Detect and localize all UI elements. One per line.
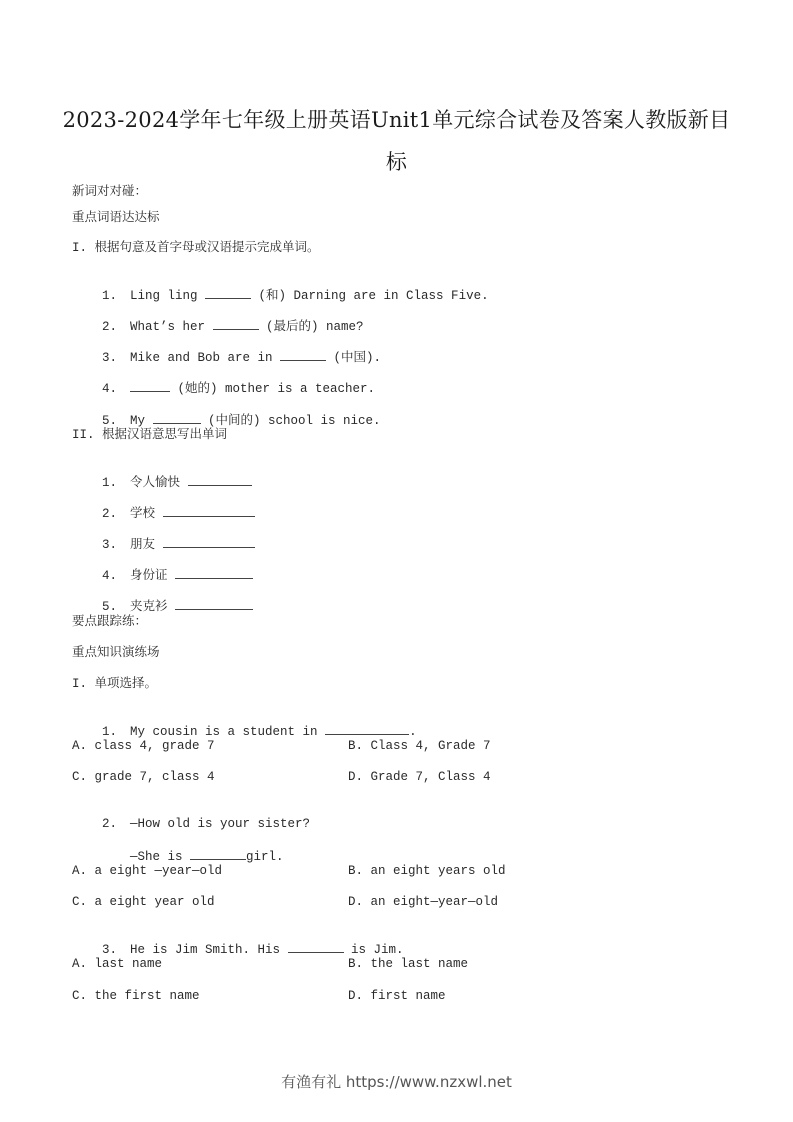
question-3-option-d: D. first name [348, 989, 446, 1003]
question-2-option-a: A. a eight —year—old [72, 864, 223, 878]
question-1-option-c: C. grade 7, class 4 [72, 770, 215, 784]
item-number: 3. [102, 538, 118, 552]
question-2-option-c: C. a eight year old [72, 895, 215, 909]
question-1-option-a: A. class 4, grade 7 [72, 739, 215, 753]
document-title-line2: 标 [385, 150, 408, 174]
answer-blank [163, 505, 255, 517]
item-text-pre: Mike and Bob are in [130, 351, 281, 365]
answer-blank [213, 318, 259, 330]
part3-heading: I. 单项选择。 [72, 677, 158, 691]
item-number: 5. [102, 600, 118, 614]
section-heading-new-words: 新词对对碰： [72, 183, 148, 198]
stem-text-post: is Jim. [343, 943, 404, 957]
item-number: 2. [102, 320, 118, 334]
item-text-pre: My [130, 414, 153, 428]
question-1-option-d: D. Grade 7, Class 4 [348, 770, 491, 784]
item-number: 1. [102, 476, 118, 490]
section-subheading-practice: 重点知识演练场 [72, 644, 160, 659]
item-hint: (中国). [326, 351, 382, 365]
answer-blank [280, 349, 326, 361]
item-hint: (中间的) school is nice. [200, 414, 381, 428]
question-2-option-b: B. an eight years old [348, 864, 506, 878]
item-hint: (最后的) name? [258, 320, 364, 334]
item-number: 4. [102, 382, 118, 396]
answer-blank [153, 412, 201, 424]
answer-blank [130, 380, 170, 392]
section-subheading-key-words: 重点词语达达标 [72, 209, 160, 224]
question-number: 1. [102, 725, 118, 739]
question-3-option-a: A. last name [72, 957, 163, 971]
part2-heading: II. 根据汉语意思写出单词 [72, 428, 228, 442]
stem-text-post: girl. [246, 850, 284, 864]
item-word: 朋友 [130, 536, 156, 551]
item-word: 令人愉快 [130, 474, 181, 489]
stem-text-pre: My cousin is a student in [130, 725, 326, 739]
answer-blank [163, 536, 255, 548]
item-hint: (和) Darning are in Class Five. [251, 289, 489, 303]
item-hint: (她的) mother is a teacher. [170, 382, 376, 396]
question-3-option-c: C. the first name [72, 989, 200, 1003]
stem-text: —How old is your sister? [130, 817, 311, 831]
stem-text-pre: —She is [130, 850, 191, 864]
answer-blank [325, 723, 409, 735]
question-2-option-d: D. an eight—year—old [348, 895, 499, 909]
item-word: 学校 [130, 505, 156, 520]
question-3-option-b: B. the last name [348, 957, 469, 971]
answer-blank [175, 598, 253, 610]
question-number: 2. [102, 817, 118, 831]
section-heading-key-points: 要点跟踪练： [72, 613, 148, 628]
question-number: 3. [102, 943, 118, 957]
stem-text-pre: He is Jim Smith. His [130, 943, 288, 957]
answer-blank [205, 287, 251, 299]
part1-heading: I. 根据句意及首字母或汉语提示完成单词。 [72, 241, 320, 255]
item-word: 夹克衫 [130, 598, 168, 613]
item-text-pre: Ling ling [130, 289, 206, 303]
answer-blank [188, 474, 252, 486]
item-number: 5. [102, 414, 118, 428]
item-word: 身份证 [130, 567, 168, 582]
answer-blank [190, 848, 246, 860]
stem-text-post: . [409, 725, 417, 739]
answer-blank [175, 567, 253, 579]
item-number: 4. [102, 569, 118, 583]
footer-watermark: 有渔有礼 https://www.nzxwl.net [281, 1073, 512, 1091]
document-title-line1: 2023-2024学年七年级上册英语Unit1单元综合试卷及答案人教版新目 [62, 108, 731, 132]
item-number: 2. [102, 507, 118, 521]
item-number: 1. [102, 289, 118, 303]
answer-blank [288, 941, 344, 953]
question-1-option-b: B. Class 4, Grade 7 [348, 739, 491, 753]
item-number: 3. [102, 351, 118, 365]
item-text-pre: What’s her [130, 320, 213, 334]
